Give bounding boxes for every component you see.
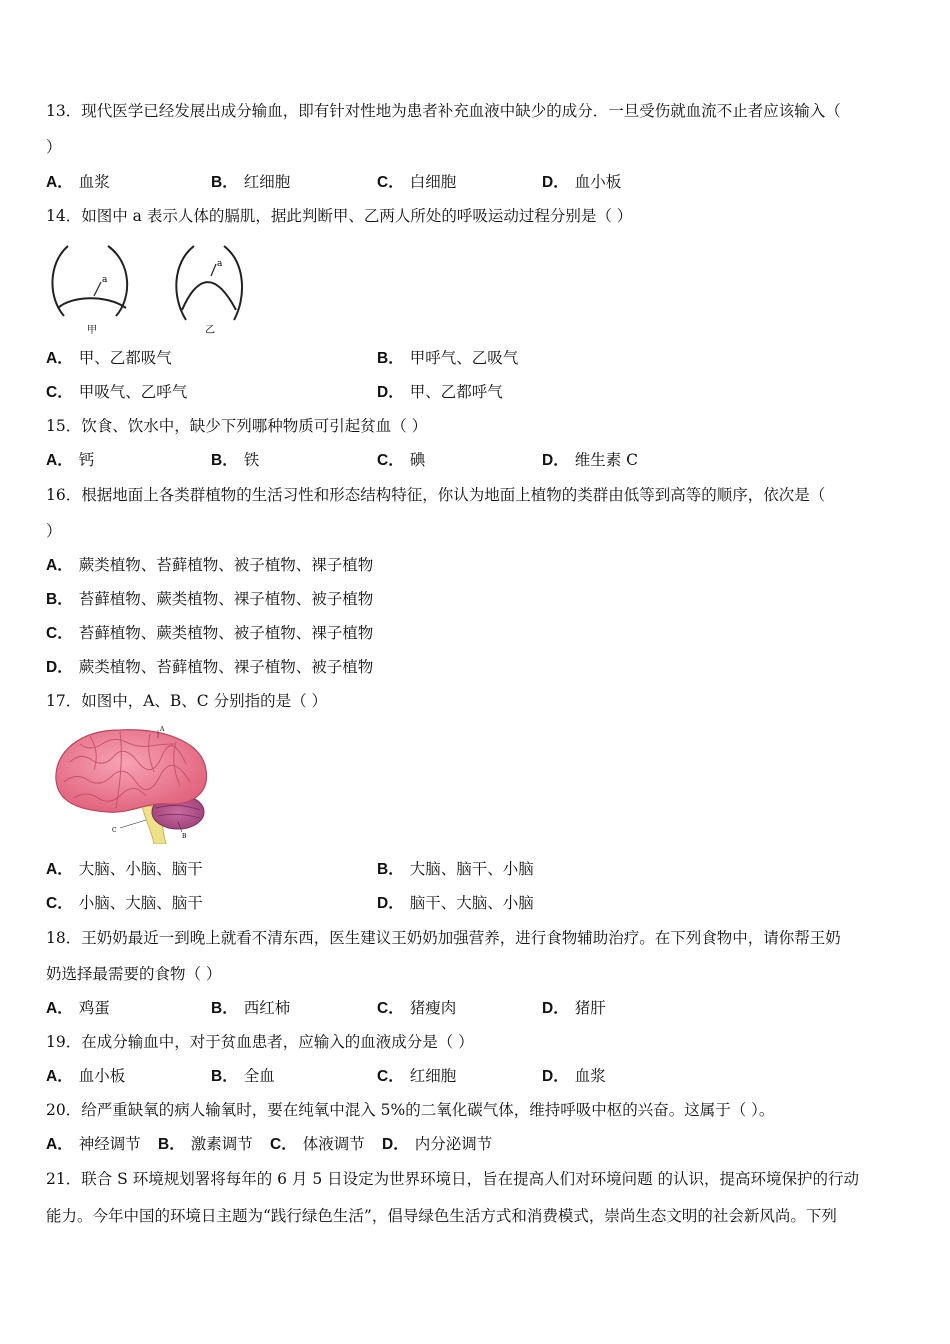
q16-option-b[interactable]: B． 苔藓植物、蕨类植物、裸子植物、被子植物 xyxy=(46,590,374,608)
q19-option-a[interactable]: A． 血小板 xyxy=(46,1067,126,1085)
q20-option-d[interactable]: D． 内分泌调节 xyxy=(382,1135,493,1153)
figure-label-a-2: a xyxy=(217,259,223,269)
q20-option-b[interactable]: B． 激素调节 xyxy=(158,1135,253,1153)
q17-stem: 17．如图中，A、B、C 分别指的是（ ） xyxy=(46,692,328,710)
q14-stem: 14．如图中 a 表示人体的膈肌，据此判断甲、乙两人所处的呼吸运动过程分别是（ ） xyxy=(46,207,633,225)
q19-option-d[interactable]: D． 血浆 xyxy=(542,1067,606,1085)
q15-option-c[interactable]: C． 碘 xyxy=(377,451,426,469)
diaphragm-figure xyxy=(46,238,246,338)
q16-option-c[interactable]: C． 苔藓植物、蕨类植物、被子植物、裸子植物 xyxy=(46,624,374,642)
brain-figure xyxy=(50,722,210,844)
q14-option-a[interactable]: A． 甲、乙都吸气 xyxy=(46,349,172,367)
brain-label-b: B xyxy=(182,833,187,840)
q17-option-a[interactable]: A． 大脑、小脑、脑干 xyxy=(46,860,203,878)
q15-option-a[interactable]: A． 钙 xyxy=(46,451,95,469)
figure-caption-jia: 甲 xyxy=(87,325,97,336)
q19-stem: 19．在成分输血中，对于贫血患者，应输入的血液成分是（ ） xyxy=(46,1033,474,1051)
q19-option-c[interactable]: C． 红细胞 xyxy=(377,1067,457,1085)
q16-stem-line2: ） xyxy=(46,522,62,540)
q13-option-b[interactable]: B． 红细胞 xyxy=(211,173,291,191)
q17-option-b[interactable]: B． 大脑、脑干、小脑 xyxy=(377,860,534,878)
q14-option-c[interactable]: C． 甲吸气、乙呼气 xyxy=(46,383,188,401)
q20-option-c[interactable]: C． 体液调节 xyxy=(270,1135,365,1153)
figure-jia xyxy=(52,246,127,316)
q14-option-b[interactable]: B． 甲呼气、乙吸气 xyxy=(377,349,519,367)
brain-label-a: A xyxy=(160,726,165,733)
q13-stem-line1: 13．现代医学已经发展出成分输血，即有针对性地为患者补充血液中缺少的成分．一旦受伤就血流不止者应该输入（ xyxy=(46,102,841,120)
q13-option-d[interactable]: D． 血小板 xyxy=(542,173,622,191)
q20-option-a[interactable]: A． 神经调节 xyxy=(46,1135,141,1153)
q16-option-d[interactable]: D． 蕨类植物、苔藓植物、裸子植物、被子植物 xyxy=(46,658,374,676)
brain-label-c: C xyxy=(112,827,117,834)
q15-option-d[interactable]: D． 维生素 C xyxy=(542,451,638,469)
q13-option-c[interactable]: C． 白细胞 xyxy=(377,173,457,191)
q18-option-c[interactable]: C． 猪瘦肉 xyxy=(377,999,457,1017)
q21-stem-line2: 能力。今年中国的环境日主题为“践行绿色生活”，倡导绿色生活方式和消费模式，崇尚生态文明的社会新风尚。下列 xyxy=(46,1207,837,1225)
q19-option-b[interactable]: B． 全血 xyxy=(211,1067,275,1085)
q21-stem-line1: 21．联合 S 环境规划署将每年的 6 月 5 日设定为世界环境日，旨在提高人们对环境问题 的认识，提高环境保护的行动 xyxy=(46,1170,860,1188)
q18-option-a[interactable]: A． 鸡蛋 xyxy=(46,999,110,1017)
q18-stem-line1: 18．王奶奶最近一到晚上就看不清东西，医生建议王奶奶加强营养，进行食物辅助治疗。在下列食物中，请你帮王奶 xyxy=(46,929,841,947)
figure-caption-yi: 乙 xyxy=(205,325,215,336)
q18-option-d[interactable]: D． 猪肝 xyxy=(542,999,606,1017)
q18-stem-line2: 奶选择最需要的食物（ ） xyxy=(46,965,222,983)
q20-stem: 20．给严重缺氧的病人输氧时，要在纯氧中混入 5%的二氧化碳气体，维持呼吸中枢的兴奋。这属于（ ）。 xyxy=(46,1101,775,1119)
figure-label-a-1: a xyxy=(102,275,108,285)
q14-option-d[interactable]: D． 甲、乙都呼气 xyxy=(377,383,503,401)
q17-option-c[interactable]: C． 小脑、大脑、脑干 xyxy=(46,894,203,912)
figure-yi xyxy=(176,246,242,320)
q16-option-a[interactable]: A． 蕨类植物、苔藓植物、被子植物、裸子植物 xyxy=(46,556,374,574)
q13-stem-line2: ） xyxy=(46,138,62,156)
q16-stem-line1: 16．根据地面上各类群植物的生活习性和形态结构特征，你认为地面上植物的类群由低等到高等的顺序，依次是（ xyxy=(46,486,826,504)
q18-option-b[interactable]: B． 西红柿 xyxy=(211,999,291,1017)
q17-option-d[interactable]: D． 脑干、大脑、小脑 xyxy=(377,894,534,912)
q13-option-a[interactable]: A． 血浆 xyxy=(46,173,110,191)
q15-option-b[interactable]: B． 铁 xyxy=(211,451,260,469)
cerebrum xyxy=(56,730,207,812)
q15-stem: 15．饮食、饮水中，缺少下列哪种物质可引起贫血（ ） xyxy=(46,417,428,435)
